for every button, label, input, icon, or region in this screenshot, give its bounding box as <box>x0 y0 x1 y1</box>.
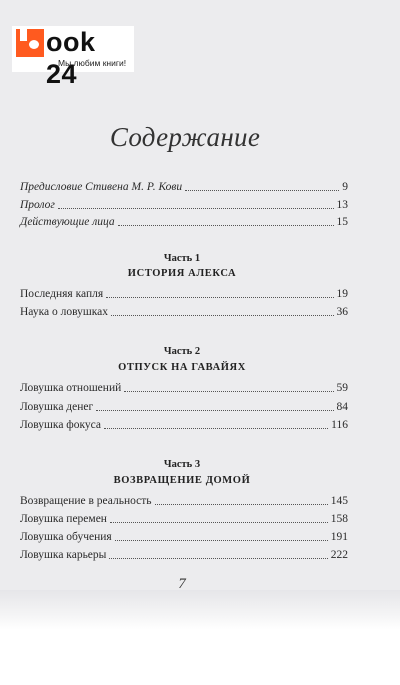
page-number: 7 <box>178 576 186 592</box>
leader-dots <box>118 224 334 226</box>
page-bottom-edge <box>0 590 400 630</box>
toc-entry <box>20 381 348 395</box>
toc-entry <box>20 287 348 301</box>
logo-tagline: Мы любим книги! <box>58 58 127 68</box>
toc-entry <box>20 215 348 229</box>
leader-dots <box>111 314 334 316</box>
toc-entry-label: Последняя капля <box>20 288 104 300</box>
toc-entry-label: Ловушка обучения <box>20 531 112 543</box>
leader-dots <box>110 521 328 523</box>
toc-entry-page: 145 <box>330 495 348 507</box>
leader-dots <box>124 390 333 392</box>
leader-dots <box>185 189 339 191</box>
toc-entry-page: 9 <box>342 181 348 193</box>
section-title: ОТПУСК НА ГАВАЙЯХ <box>118 362 246 373</box>
part-label: Часть 1 <box>163 253 201 264</box>
toc-entry <box>20 400 348 414</box>
toc-entry-label: Действующие лица <box>20 216 115 228</box>
toc-entry-page: 19 <box>336 288 348 300</box>
toc-entry-label: Ловушка денег <box>20 401 94 413</box>
toc-entry-label: Ловушка фокуса <box>20 419 102 431</box>
leader-dots <box>115 539 328 541</box>
toc-entry-page: 15 <box>336 216 348 228</box>
toc-entry-page: 13 <box>336 199 348 211</box>
leader-dots <box>96 409 333 411</box>
toc-entry-label: Ловушка перемен <box>20 513 107 525</box>
toc-entry-page: 36 <box>336 306 348 318</box>
logo-wordmark: ook 24 <box>46 27 96 89</box>
toc-entry <box>20 494 348 508</box>
part-label: Часть 3 <box>163 459 201 470</box>
toc-entry-page: 59 <box>336 382 348 394</box>
leader-dots <box>58 207 334 209</box>
leader-dots <box>155 503 328 505</box>
toc-entry-page: 158 <box>330 513 348 525</box>
toc-entry <box>20 305 348 319</box>
toc-entry-label: Ловушка карьеры <box>20 549 107 561</box>
toc-entry-page: 191 <box>330 531 348 543</box>
leader-dots <box>106 296 333 298</box>
toc-entry <box>20 530 348 544</box>
book24-b-icon <box>16 29 44 57</box>
toc-entry <box>20 512 348 526</box>
toc-entry-page: 84 <box>336 401 348 413</box>
toc-entry-label: Пролог <box>20 199 55 211</box>
toc-entry-page: 222 <box>330 549 348 561</box>
toc-entry <box>20 180 348 194</box>
section-title: ИСТОРИЯ АЛЕКСА <box>127 268 237 279</box>
toc-entry <box>20 198 348 212</box>
leader-dots <box>109 557 327 559</box>
section-title: ВОЗВРАЩЕНИЕ ДОМОЙ <box>113 475 251 486</box>
page-title: Содержание <box>109 122 261 152</box>
book24-logo[interactable] <box>12 26 134 89</box>
leader-dots <box>104 427 328 429</box>
toc-entry-label: Наука о ловушках <box>20 306 108 318</box>
toc-entry-label: Возвращение в реальность <box>20 495 152 507</box>
toc-entry-label: Предисловие Стивена М. Р. Кови <box>20 181 183 193</box>
toc-entry <box>20 548 348 562</box>
toc-entry-label: Ловушка отношений <box>20 382 122 394</box>
toc-entry <box>20 418 348 432</box>
part-label: Часть 2 <box>163 346 201 357</box>
toc-entry-page: 116 <box>331 419 348 431</box>
